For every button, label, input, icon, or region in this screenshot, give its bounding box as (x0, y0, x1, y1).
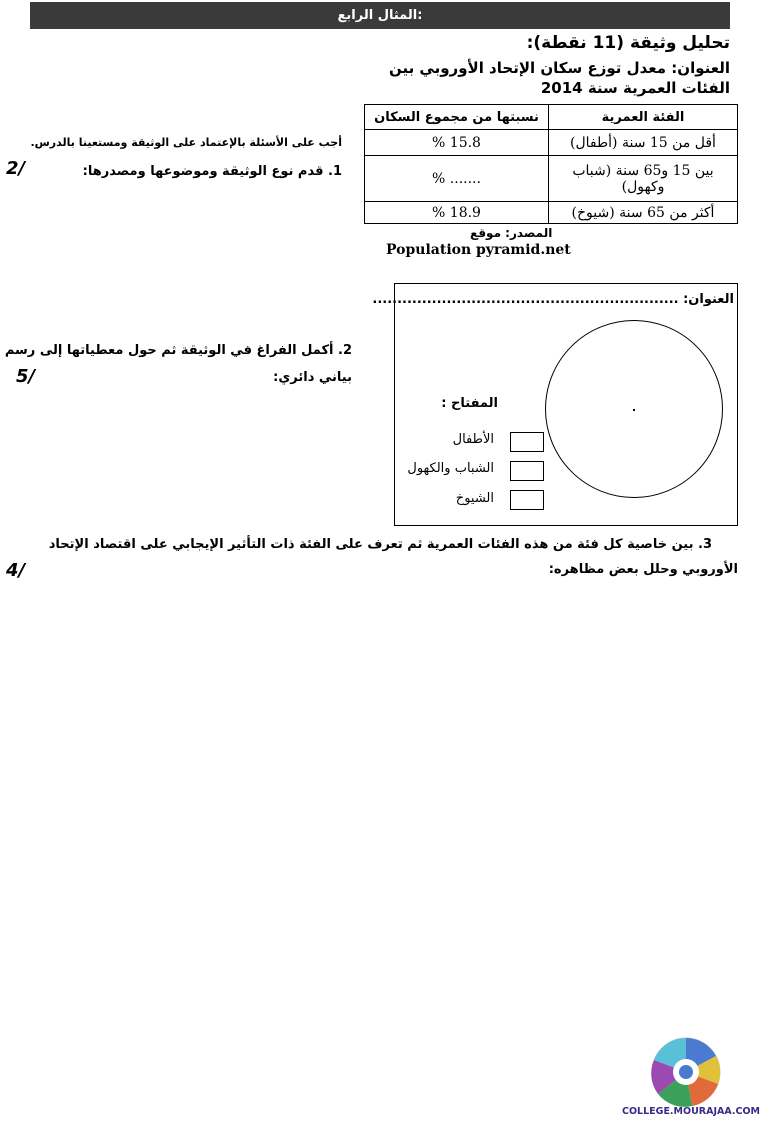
question-1-text: 1. قدم نوع الوثيقة وموضوعها ومصدرها: (82, 164, 342, 179)
table-cell-value: 15.8 % (365, 130, 549, 156)
question-3-mark: 4/ (6, 560, 26, 581)
question-2-mark: 5/ (16, 366, 36, 387)
legend-swatch-children (510, 432, 544, 452)
legend-swatch-elderly (510, 490, 544, 510)
question-3-line1: 3. بين خاصية كل فئة من هذه الفئات العمرية ثم تعرف على الفئة ذات التأثير الإيجابي على اقتصاد الإتحاد (48, 537, 712, 552)
table-cell-value: ....... % (365, 156, 549, 202)
document-subtitle: العنوان: معدل توزع سكان الإتحاد الأوروبي بين الفئات العمرية سنة 2014 (388, 59, 730, 97)
table-cell-value: 18.9 % (365, 202, 549, 224)
instructions-text: أجب على الأسئلة بالإعتماد على الوثيقة ومستعينا بالدرس. (30, 136, 342, 149)
legend-label-adults: الشباب والكهول (407, 461, 494, 476)
circle-center-dot (633, 409, 635, 411)
table-header-category: الفئة العمرية (549, 105, 738, 130)
site-logo (622, 1036, 760, 1120)
question-3-line2: الأوروبي وحلل بعض مظاهره: (548, 562, 738, 577)
table-cell-category: أكثر من 65 سنة (شيوخ) (549, 202, 738, 224)
chart-title-label: العنوان: .............................................................. (372, 292, 734, 307)
table-header-row (365, 105, 738, 130)
legend-label-elderly: الشيوخ (455, 491, 494, 506)
question-2-line2: بياني دائري: (273, 370, 352, 385)
table-row (365, 130, 738, 156)
table-cell-category: بين 15 و65 سنة (شباب وكهول) (549, 156, 738, 202)
legend-label-children: الأطفال (452, 432, 494, 447)
question-1-mark: 2/ (6, 158, 26, 179)
logo-site-text: COLLEGE.MOURAJAA.COM (622, 1106, 760, 1117)
population-table (364, 104, 738, 224)
legend-swatch-adults (510, 461, 544, 481)
document-heading: تحليل وثيقة (11 نقطة): (526, 33, 730, 53)
source-label: المصدر: موقع (470, 226, 553, 240)
question-2-line1: 2. أكمل الفراغ في الوثيقة ثم حول معطياتها إلى رسم (4, 343, 352, 358)
table-row (365, 202, 738, 224)
table-header-share: نسبتها من مجموع السكان (365, 105, 549, 130)
table-cell-category: أقل من 15 سنة (أطفال) (549, 130, 738, 156)
example-header: :المثال الرابع (30, 2, 730, 29)
legend-title: المفتاح : (441, 396, 498, 411)
source-site: Population pyramid.net (386, 242, 571, 258)
table-row (365, 156, 738, 202)
